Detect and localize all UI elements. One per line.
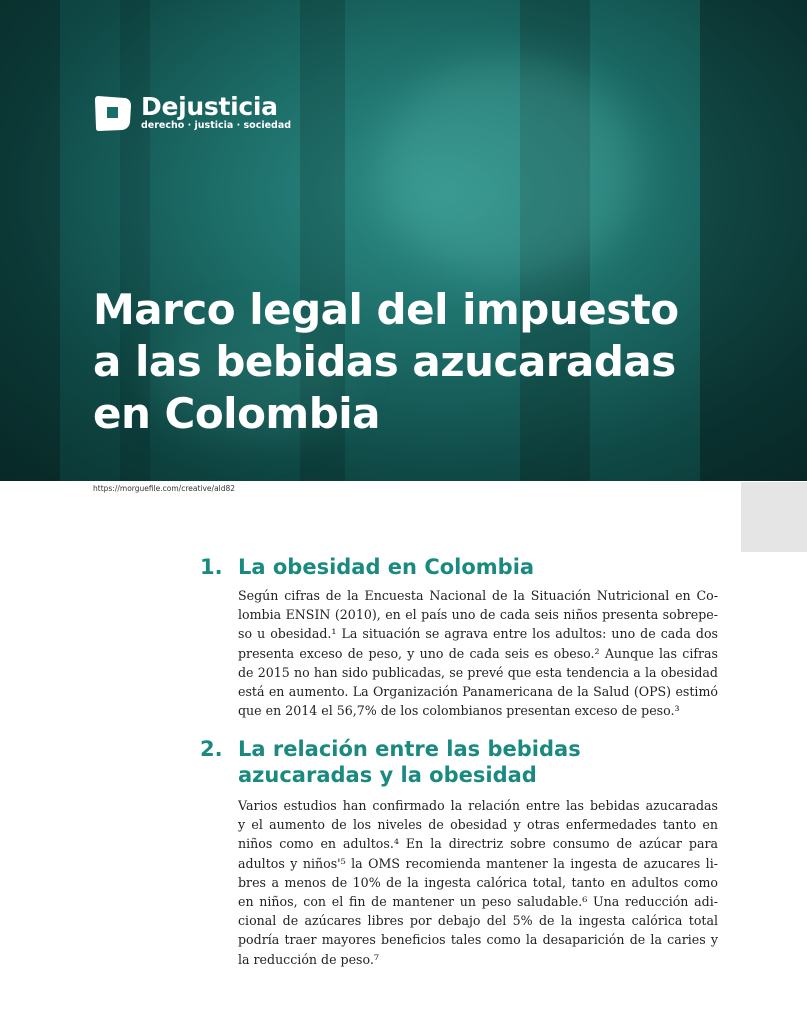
photo-credit[interactable]: https://morguefile.com/creative/ald82 bbox=[93, 484, 236, 493]
page-title bbox=[93, 284, 773, 440]
paragraph-line: so u obesidad.¹ La situación se agrava entre los adultos: uno de cada dos bbox=[238, 626, 718, 642]
paragraph-line: de 2015 no han sido publicadas, se prevé que esta tendencia a la obesidad bbox=[238, 664, 718, 680]
section-number: 2. bbox=[200, 737, 223, 761]
section-number: 1. bbox=[200, 555, 223, 579]
paragraph-line: y el aumento de los niveles de obesidad y otras enfermedades tanto en bbox=[238, 817, 718, 833]
title-line: a las bebidas azucaradas bbox=[93, 337, 676, 386]
paragraph-line: está en aumento. La Organización Panamericana de la Salud (OPS) estimó bbox=[238, 684, 718, 700]
paragraph-line: adultos y niños'⁵ la OMS recomienda mantener la ingesta de azucares li- bbox=[238, 855, 718, 871]
title-line: Marco legal del impuesto bbox=[93, 285, 679, 334]
brand-name: Dejusticia bbox=[141, 92, 278, 121]
title-line: en Colombia bbox=[93, 389, 381, 438]
paragraph-line: cional de azúcares libres por debajo del 5% de la ingesta calórica total bbox=[238, 913, 718, 929]
paragraph-line: bres a menos de 10% de la ingesta calórica total, tanto en adultos como bbox=[238, 874, 718, 890]
section-paragraph-2 bbox=[238, 796, 718, 969]
section-paragraph-1 bbox=[238, 586, 718, 720]
paragraph-line: Varios estudios han confirmado la relación entre las bebidas azucaradas bbox=[238, 798, 718, 813]
side-tab bbox=[741, 482, 807, 552]
section-heading-line: La obesidad en Colombia bbox=[238, 555, 535, 579]
section-heading-line: azucaradas y la obesidad bbox=[238, 763, 537, 787]
dejusticia-logo[interactable] bbox=[95, 94, 291, 132]
dejusticia-logo-icon bbox=[95, 94, 133, 132]
paragraph-line: niños como en adultos.⁴ En la directriz sobre consumo de azúcar para bbox=[238, 836, 718, 852]
section-heading-1 bbox=[200, 554, 534, 580]
paragraph-line: podría traer mayores beneficios tales como la desaparición de la caries y bbox=[238, 932, 718, 948]
paragraph-line: lombia ENSIN (2010), en el país uno de cada seis niños presenta sobrepe- bbox=[238, 607, 718, 623]
hero-banner bbox=[0, 0, 807, 481]
paragraph-line: presenta exceso de peso, y uno de cada seis es obeso.² Aunque las cifras bbox=[238, 645, 718, 661]
paragraph-line: la reducción de peso.⁷ bbox=[238, 951, 379, 967]
paragraph-line: que en 2014 el 56,7% de los colombianos presentan exceso de peso.³ bbox=[238, 703, 680, 719]
paragraph-line: Según cifras de la Encuesta Nacional de la Situación Nutricional en Co- bbox=[238, 588, 718, 603]
section-heading-2 bbox=[200, 736, 581, 788]
brand-tagline: derecho · justicia · sociedad bbox=[141, 120, 292, 131]
paragraph-line: en niños, con el fin de mantener un peso saludable.⁶ Una reducción adi- bbox=[238, 894, 718, 910]
section-heading-line: La relación entre las bebidas bbox=[238, 737, 581, 761]
